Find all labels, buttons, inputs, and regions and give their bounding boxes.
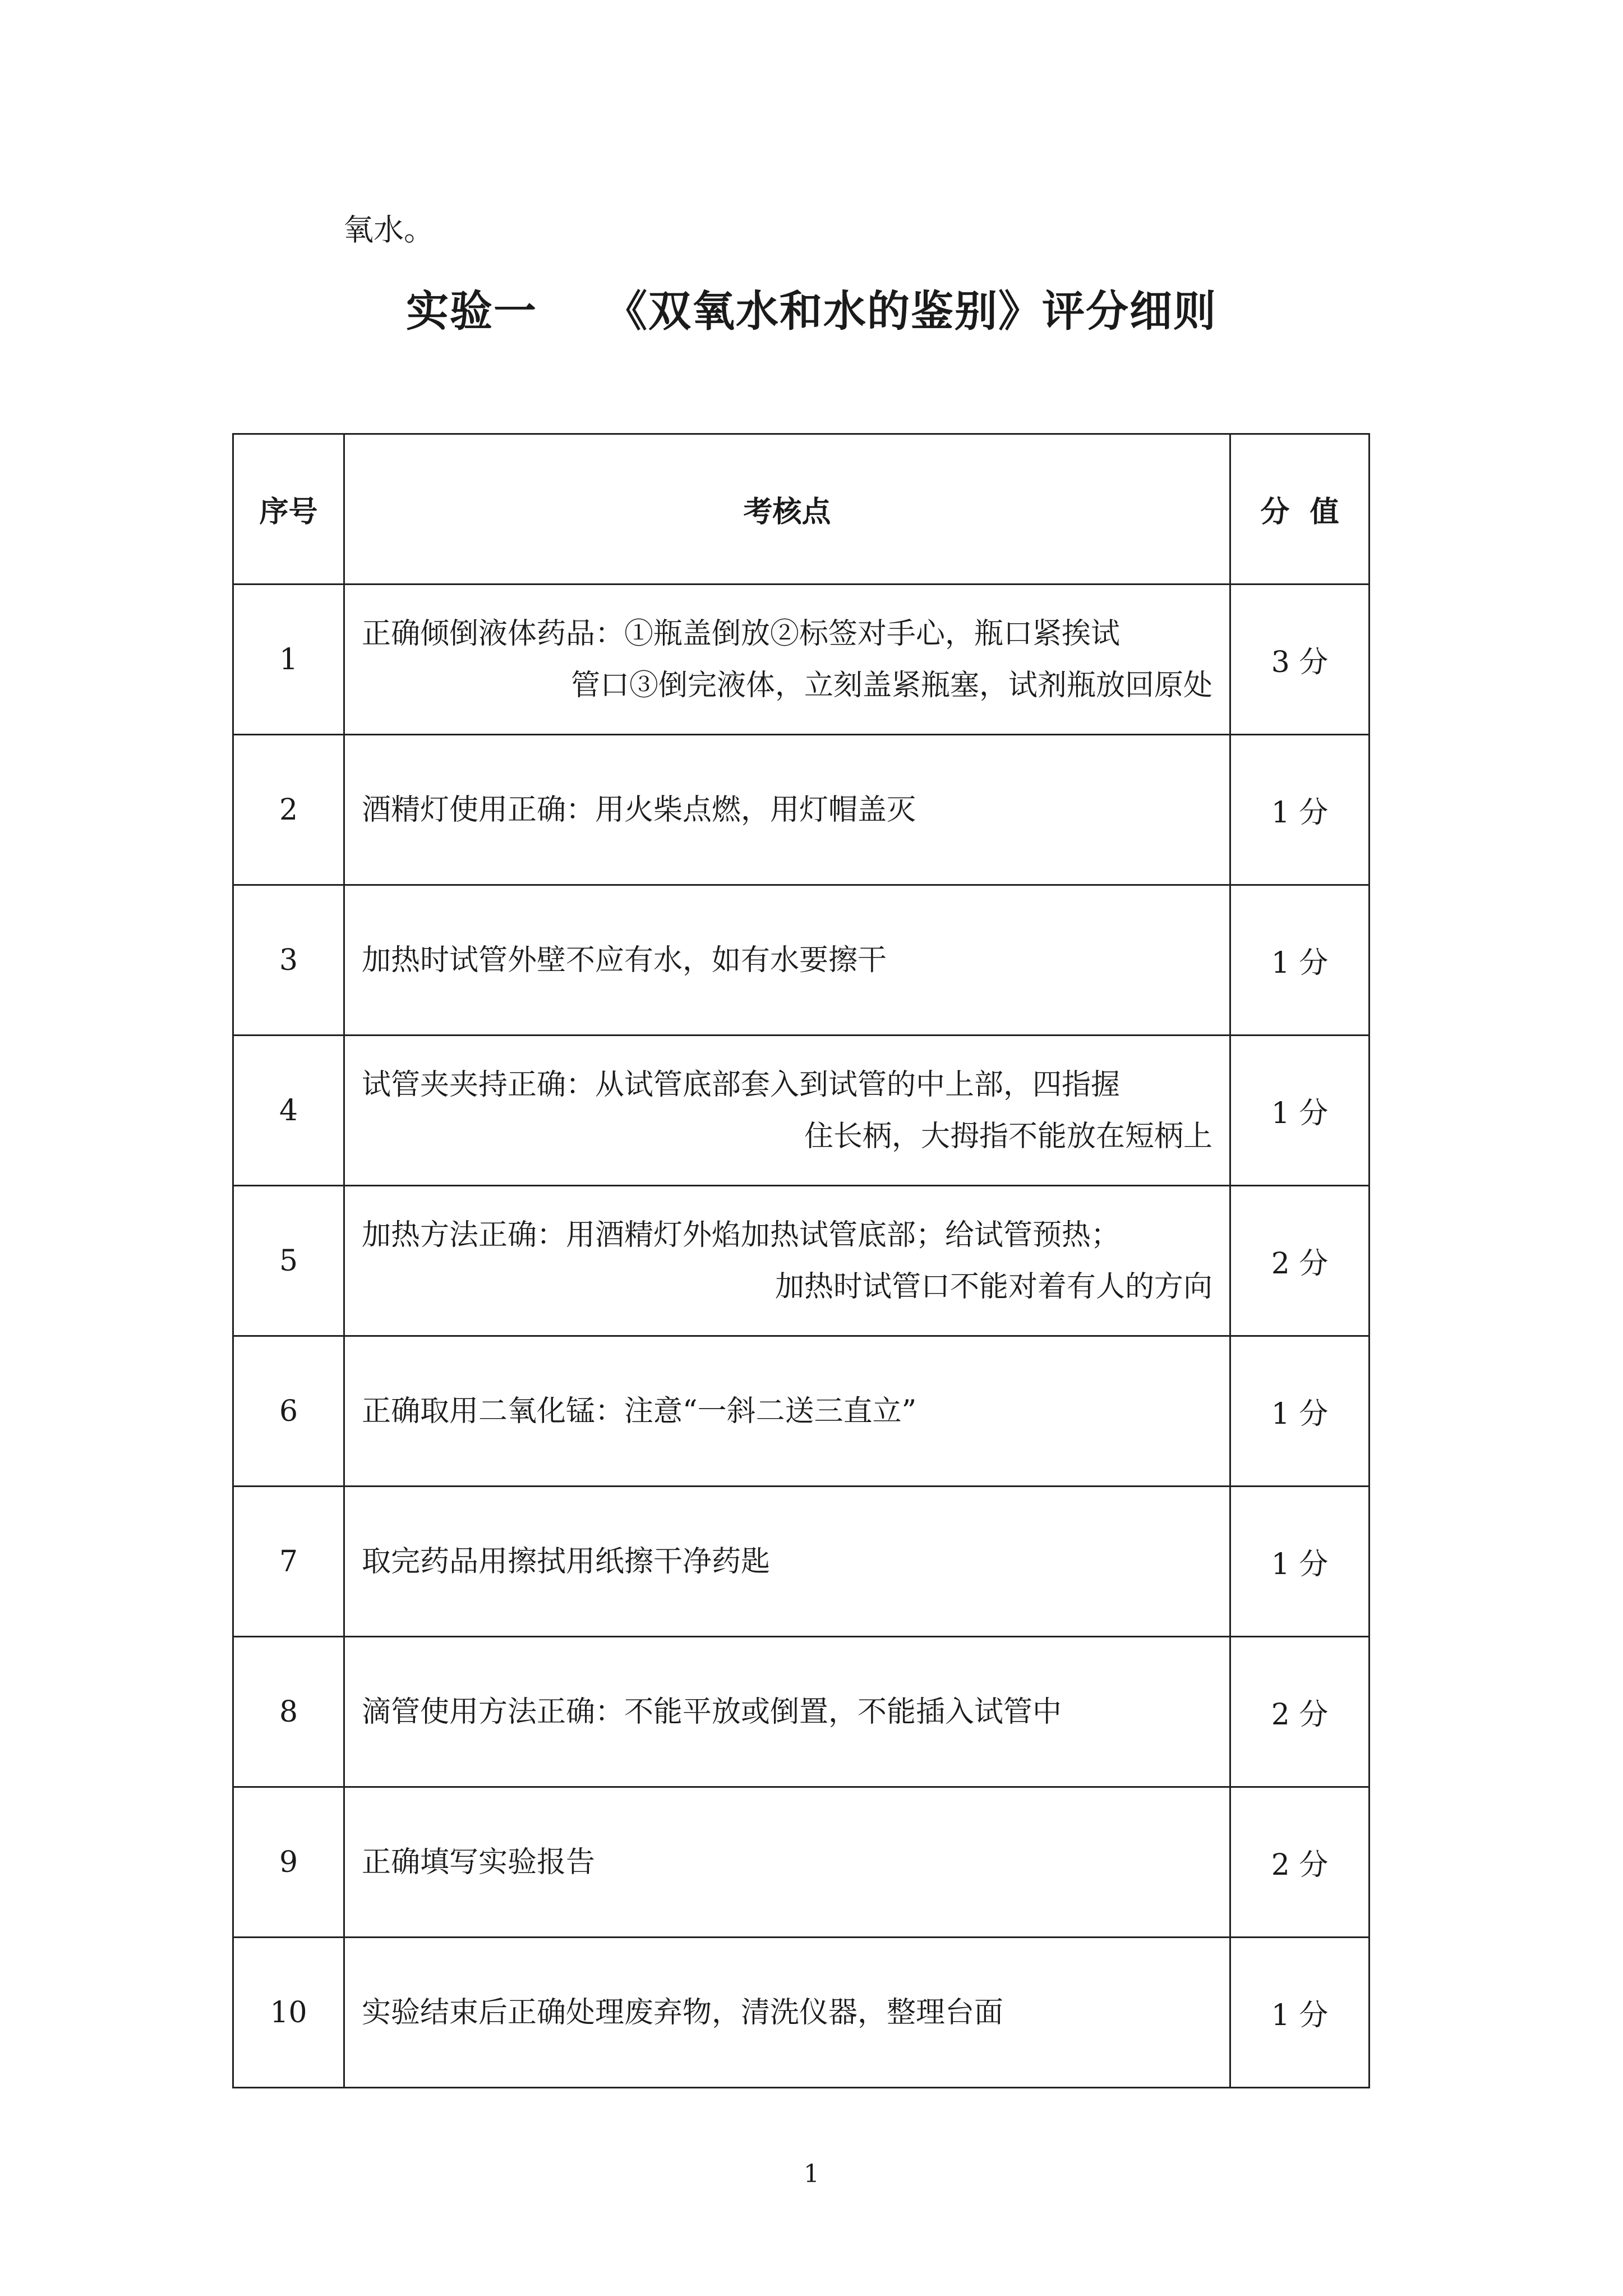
row-number: 10 <box>233 1938 344 2088</box>
score-value: 1 分 <box>1230 885 1370 1036</box>
assessment-point-line1: 正确填写实验报告 <box>362 1845 596 1879</box>
row-number: 9 <box>233 1787 344 1938</box>
scoring-table <box>232 433 1370 2088</box>
assessment-point <box>344 1487 1230 1637</box>
score-value: 1 分 <box>1230 1487 1370 1637</box>
row-number: 2 <box>233 735 344 885</box>
row-number: 6 <box>233 1336 344 1487</box>
header-score: 分 值 <box>1230 434 1370 585</box>
title-part1: 实验一 <box>406 286 537 336</box>
row-number: 8 <box>233 1637 344 1787</box>
assessment-point <box>344 1036 1230 1186</box>
table-row <box>233 885 1370 1036</box>
score-value: 1 分 <box>1230 735 1370 885</box>
page-title <box>0 280 1623 342</box>
assessment-point-line1: 取完药品用擦拭用纸擦干净药匙 <box>362 1544 771 1579</box>
table-row <box>233 1487 1370 1637</box>
header-item: 考核点 <box>344 434 1230 585</box>
assessment-point-line2: 加热时试管口不能对着有人的方向 <box>774 1269 1212 1304</box>
table-row <box>233 1036 1370 1186</box>
score-value: 1 分 <box>1230 1036 1370 1186</box>
page-number: 1 <box>804 2160 819 2188</box>
row-number: 7 <box>233 1487 344 1637</box>
assessment-point-line1: 加热时试管外壁不应有水，如有水要擦干 <box>362 943 887 977</box>
assessment-point-line1: 加热方法正确：用酒精灯外焰加热试管底部；给试管预热； <box>362 1218 1121 1252</box>
table-row <box>233 735 1370 885</box>
table-row <box>233 1186 1370 1336</box>
header-no: 序号 <box>233 434 344 585</box>
table-row <box>233 1336 1370 1487</box>
table-row <box>233 1787 1370 1938</box>
lead-text: 氧水。 <box>343 212 434 247</box>
assessment-point-line1: 酒精灯使用正确：用火柴点燃，用灯帽盖灭 <box>362 793 916 827</box>
score-value: 2 分 <box>1230 1186 1370 1336</box>
assessment-point <box>344 735 1230 885</box>
assessment-point <box>344 1186 1230 1336</box>
table-row <box>233 1637 1370 1787</box>
score-value: 1 分 <box>1230 1336 1370 1487</box>
score-value: 1 分 <box>1230 1938 1370 2088</box>
assessment-point-line2: 管口③倒完液体，立刻盖紧瓶塞，试剂瓶放回原处 <box>570 668 1212 702</box>
assessment-point <box>344 1938 1230 2088</box>
assessment-point-line1: 试管夹夹持正确：从试管底部套入到试管的中上部，四指握 <box>362 1068 1121 1102</box>
assessment-point-line1: 实验结束后正确处理废弃物，清洗仪器，整理台面 <box>362 1995 1004 2030</box>
assessment-point-line1: 正确倾倒液体药品：①瓶盖倒放②标签对手心，瓶口紧挨试 <box>362 616 1121 651</box>
table-row <box>233 585 1370 735</box>
assessment-point-line1: 滴管使用方法正确：不能平放或倒置，不能插入试管中 <box>362 1695 1062 1729</box>
row-number: 4 <box>233 1036 344 1186</box>
row-number: 1 <box>233 585 344 735</box>
assessment-point <box>344 1637 1230 1787</box>
assessment-point <box>344 1787 1230 1938</box>
assessment-point-line1: 正确取用二氧化锰：注意“一斜二送三直立” <box>362 1394 917 1428</box>
row-number: 5 <box>233 1186 344 1336</box>
assessment-point <box>344 885 1230 1036</box>
row-number: 3 <box>233 885 344 1036</box>
score-value: 3 分 <box>1230 585 1370 735</box>
table-header-row <box>233 434 1370 585</box>
assessment-point-line2: 住长柄，大拇指不能放在短柄上 <box>804 1119 1212 1153</box>
score-value: 2 分 <box>1230 1787 1370 1938</box>
assessment-point <box>344 585 1230 735</box>
assessment-point <box>344 1336 1230 1487</box>
table-row <box>233 1938 1370 2088</box>
score-value: 2 分 <box>1230 1637 1370 1787</box>
title-part2: 《双氧水和水的鉴别》评分细则 <box>605 286 1217 336</box>
